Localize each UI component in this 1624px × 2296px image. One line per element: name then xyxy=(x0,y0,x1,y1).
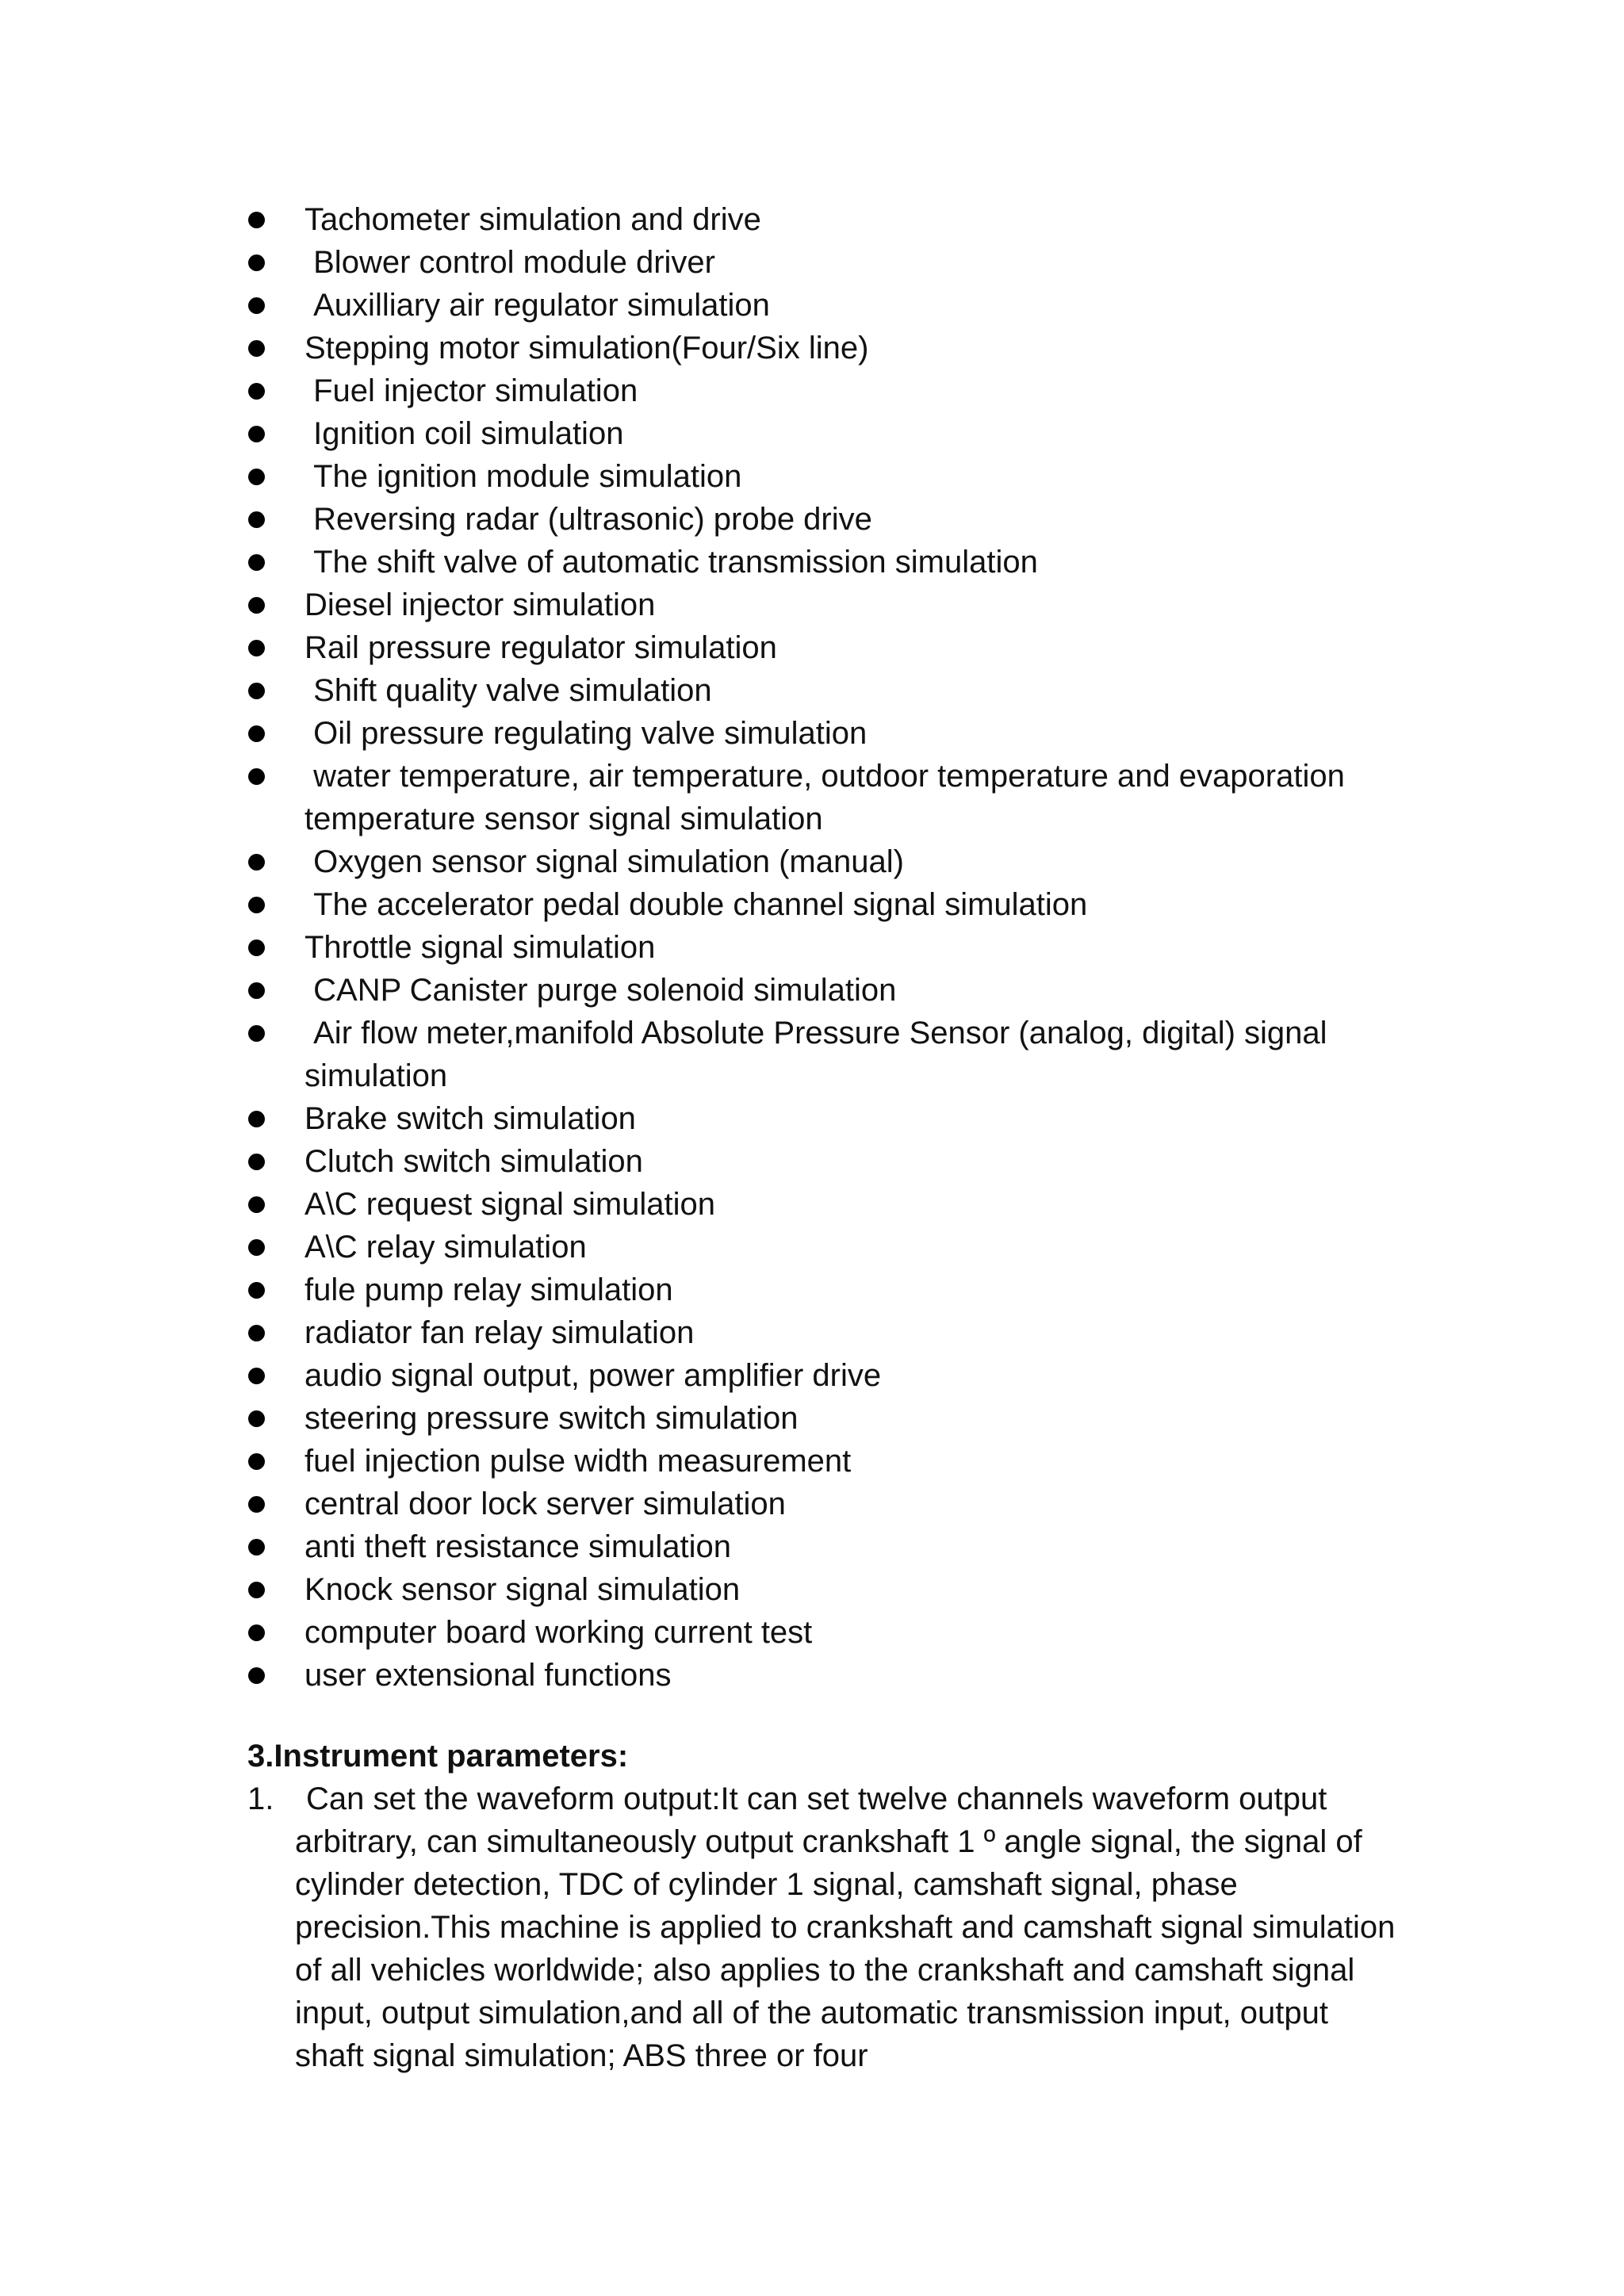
bullet-text: Oxygen sensor signal simulation (manual) xyxy=(304,844,904,879)
bullet-item xyxy=(247,1097,1421,1140)
bullet-item xyxy=(247,1483,1421,1525)
bullet-dot-icon xyxy=(248,1196,265,1213)
bullet-dot-icon xyxy=(248,469,265,485)
bullet-item xyxy=(247,1311,1421,1354)
bullet-dot-icon xyxy=(248,254,265,271)
bullet-dot-icon xyxy=(248,897,265,913)
bullet-dot-icon xyxy=(248,1154,265,1170)
bullet-item xyxy=(247,198,1421,241)
bullet-text: steering pressure switch simulation xyxy=(304,1401,799,1436)
bullet-text: central door lock server simulation xyxy=(304,1487,786,1521)
bullet-item xyxy=(247,241,1421,284)
bullet-dot-icon xyxy=(248,1325,265,1341)
bullet-dot-icon xyxy=(248,1496,265,1513)
bullet-dot-icon xyxy=(248,554,265,571)
bullet-item xyxy=(247,626,1421,669)
bullet-text: A\C relay simulation xyxy=(304,1230,587,1265)
bullet-text: Throttle signal simulation xyxy=(304,930,656,965)
bullet-dot-icon xyxy=(248,1282,265,1299)
bullet-dot-icon xyxy=(248,1111,265,1127)
bullet-text: Shift quality valve simulation xyxy=(304,673,712,708)
bullet-item xyxy=(247,1354,1421,1397)
feature-bullet-list xyxy=(247,198,1421,1697)
bullet-item xyxy=(247,1183,1421,1226)
bullet-text: fuel injection pulse width measurement xyxy=(304,1444,852,1479)
bullet-item xyxy=(247,455,1421,498)
bullet-item xyxy=(247,1525,1421,1568)
bullet-dot-icon xyxy=(248,212,265,228)
bullet-dot-icon xyxy=(248,1410,265,1427)
bullet-text: anti theft resistance simulation xyxy=(304,1529,732,1564)
bullet-dot-icon xyxy=(248,1667,265,1684)
bullet-dot-icon xyxy=(248,640,265,656)
bullet-dot-icon xyxy=(248,854,265,871)
bullet-text: The shift valve of automatic transmission simulation xyxy=(304,545,1038,580)
bullet-text: Clutch switch simulation xyxy=(304,1144,643,1179)
bullet-dot-icon xyxy=(248,1624,265,1641)
bullet-dot-icon xyxy=(248,1239,265,1256)
bullet-dot-icon xyxy=(248,383,265,400)
bullet-text: CANP Canister purge solenoid simulation xyxy=(304,973,897,1008)
bullet-item xyxy=(247,755,1421,840)
bullet-dot-icon xyxy=(248,1453,265,1470)
bullet-item xyxy=(247,284,1421,327)
bullet-text: Knock sensor signal simulation xyxy=(304,1572,741,1607)
bullet-text: Oil pressure regulating valve simulation xyxy=(304,716,868,751)
parameters-numbered-list xyxy=(247,1777,1397,2077)
bullet-text: The accelerator pedal double channel signal simulation xyxy=(304,887,1088,922)
bullet-dot-icon xyxy=(248,1025,265,1042)
bullet-item xyxy=(247,584,1421,626)
bullet-item xyxy=(247,327,1421,369)
bullet-item xyxy=(247,969,1421,1012)
bullet-text: The ignition module simulation xyxy=(304,459,742,494)
bullet-text: Reversing radar (ultrasonic) probe drive xyxy=(304,502,872,537)
bullet-text: radiator fan relay simulation xyxy=(304,1315,695,1350)
bullet-text: A\C request signal simulation xyxy=(304,1187,716,1222)
bullet-item xyxy=(247,412,1421,455)
bullet-dot-icon xyxy=(248,768,265,785)
bullet-item xyxy=(247,669,1421,712)
bullet-dot-icon xyxy=(248,683,265,699)
bullet-item xyxy=(247,1611,1421,1654)
bullet-item xyxy=(247,369,1421,412)
bullet-item xyxy=(247,498,1421,541)
bullet-item xyxy=(247,1568,1421,1611)
bullet-item xyxy=(247,712,1421,755)
bullet-dot-icon xyxy=(248,597,265,614)
bullet-item xyxy=(247,883,1421,926)
numbered-item xyxy=(247,1777,1397,2077)
bullet-item xyxy=(247,1397,1421,1440)
bullet-item xyxy=(247,1226,1421,1269)
bullet-text: Stepping motor simulation(Four/Six line) xyxy=(304,331,869,365)
bullet-item xyxy=(247,1012,1421,1097)
bullet-text: Rail pressure regulator simulation xyxy=(304,630,777,665)
bullet-dot-icon xyxy=(248,1539,265,1556)
bullet-dot-icon xyxy=(248,297,265,314)
bullet-text: user extensional functions xyxy=(304,1658,672,1693)
bullet-item xyxy=(247,1140,1421,1183)
bullet-dot-icon xyxy=(248,982,265,999)
bullet-dot-icon xyxy=(248,340,265,357)
bullet-item xyxy=(247,1269,1421,1311)
bullet-item xyxy=(247,840,1421,883)
bullet-dot-icon xyxy=(248,426,265,442)
bullet-dot-icon xyxy=(248,1582,265,1598)
bullet-text: Auxilliary air regulator simulation xyxy=(304,288,770,323)
bullet-dot-icon xyxy=(248,939,265,956)
section-heading: 3.Instrument parameters: xyxy=(247,1739,629,1774)
bullet-text: fule pump relay simulation xyxy=(304,1272,673,1307)
bullet-text: Tachometer simulation and drive xyxy=(304,202,761,237)
bullet-text: Diesel injector simulation xyxy=(304,587,656,622)
bullet-text: Fuel injector simulation xyxy=(304,373,638,408)
bullet-text: water temperature, air temperature, outdoor temperature and evaporation temperature sensor signal simulation xyxy=(304,759,1354,836)
bullet-text: Blower control module driver xyxy=(304,245,715,280)
bullet-text: Air flow meter,manifold Absolute Pressure Sensor (analog, digital) signal simulation xyxy=(304,1016,1336,1093)
item-text: Can set the waveform output:It can set twelve channels waveform output arbitrary, can simultaneously output crankshaft 1 º angle signal, the signal of cylinder detection, TDC of cylinder 1 signal, camshaft signal, phase precision.This machine is applied to crankshaft and camshaft signal simulation of all vehicles worldwide; also applies to the crankshaft and camshaft signal input, output simulation,and all of the automatic transmission input, output shaft signal simulation; ABS three or four xyxy=(295,1781,1396,2073)
bullet-text: Brake switch simulation xyxy=(304,1101,636,1136)
bullet-text: audio signal output, power amplifier drive xyxy=(304,1358,882,1393)
bullet-item xyxy=(247,926,1421,969)
bullet-item xyxy=(247,541,1421,584)
bullet-text: Ignition coil simulation xyxy=(304,416,624,451)
bullet-item xyxy=(247,1654,1421,1697)
bullet-dot-icon xyxy=(248,1368,265,1384)
bullet-dot-icon xyxy=(248,725,265,742)
bullet-item xyxy=(247,1440,1421,1483)
bullet-dot-icon xyxy=(248,511,265,528)
bullet-text: computer board working current test xyxy=(304,1615,813,1650)
item-number: 1. xyxy=(247,1781,274,1816)
